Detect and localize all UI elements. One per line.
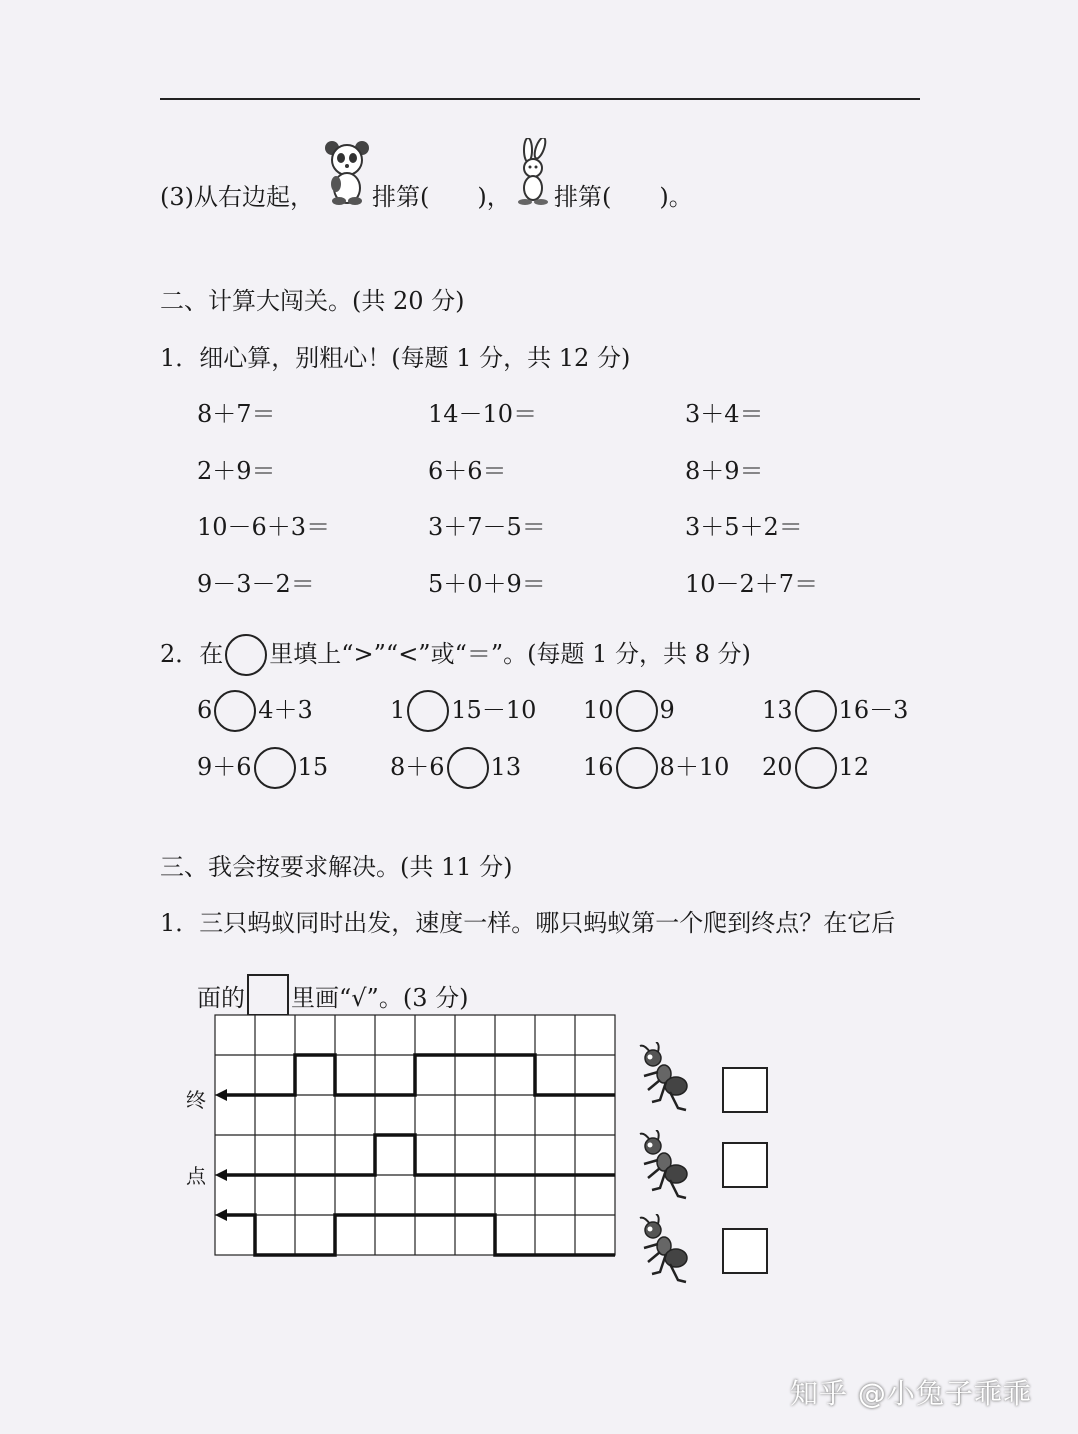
calc-item: 3＋5＋2＝ (685, 513, 803, 541)
section3-q1-line1: 1．三只蚂蚁同时出发，速度一样。哪只蚂蚁第一个爬到终点？在它后 (160, 909, 896, 937)
ant-icon (636, 1130, 692, 1202)
calc-item: 8＋7＝ (197, 400, 276, 428)
calc-item: 3＋7－5＝ (428, 513, 546, 541)
compare-item: 6 4＋3 (197, 690, 313, 732)
calc-item: 10－6＋3＝ (197, 513, 331, 541)
ant-icon (636, 1042, 692, 1114)
answer-circle[interactable] (407, 690, 449, 732)
ant-icon (636, 1214, 692, 1286)
compare-item: 10 9 (583, 690, 675, 732)
rabbit-icon (512, 138, 554, 206)
answer-circle[interactable] (795, 690, 837, 732)
compare-item: 13 16－3 (762, 690, 908, 732)
section3-q1-line2: 面的 里画“√”。(3 分) (197, 974, 468, 1016)
ant-path-grid (205, 1005, 625, 1265)
answer-box-ant-2[interactable] (722, 1142, 768, 1188)
label-dian: 点 (186, 1164, 206, 1188)
compare-item: 16 8＋10 (583, 747, 729, 789)
label-zhong: 终 (186, 1088, 206, 1112)
compare-item: 1 15－10 (390, 690, 536, 732)
blank-circle-icon (225, 634, 267, 676)
section2-title: 二、计算大闯关。(共 20 分) (160, 287, 465, 315)
compare-item: 8＋6 13 (390, 747, 521, 789)
panda-rank-text: 排第( )， (372, 183, 511, 211)
panda-icon (322, 138, 372, 206)
section2-q2-title: 2．在 里填上“>”“<”或“＝”。(每题 1 分，共 8 分) (160, 634, 751, 676)
compare-item: 9＋6 15 (197, 747, 328, 789)
calc-item: 2＋9＝ (197, 457, 276, 485)
answer-circle[interactable] (214, 690, 256, 732)
calc-item: 3＋4＝ (685, 400, 764, 428)
answer-box-ant-3[interactable] (722, 1228, 768, 1274)
answer-circle[interactable] (616, 747, 658, 789)
watermark: 知乎 @小兔子乖乖 (790, 1377, 1032, 1410)
top-rule (160, 98, 920, 100)
q3-prefix: (3)从右边起， (160, 183, 314, 211)
answer-circle[interactable] (447, 747, 489, 789)
compare-item: 20 12 (762, 747, 869, 789)
calc-item: 8＋9＝ (685, 457, 764, 485)
section3-title: 三、我会按要求解决。(共 11 分) (160, 853, 513, 881)
calc-item: 6＋6＝ (428, 457, 507, 485)
calc-item: 5＋0＋9＝ (428, 570, 546, 598)
calc-item: 14－10＝ (428, 400, 538, 428)
rabbit-rank-text: 排第( )。 (554, 183, 693, 211)
answer-circle[interactable] (795, 747, 837, 789)
section2-q1-title: 1．细心算，别粗心！(每题 1 分，共 12 分) (160, 344, 631, 372)
answer-circle[interactable] (616, 690, 658, 732)
answer-box-ant-1[interactable] (722, 1067, 768, 1113)
q3-line (160, 182, 314, 212)
calc-item: 10－2＋7＝ (685, 570, 819, 598)
answer-circle[interactable] (254, 747, 296, 789)
calc-item: 9－3－2＝ (197, 570, 315, 598)
